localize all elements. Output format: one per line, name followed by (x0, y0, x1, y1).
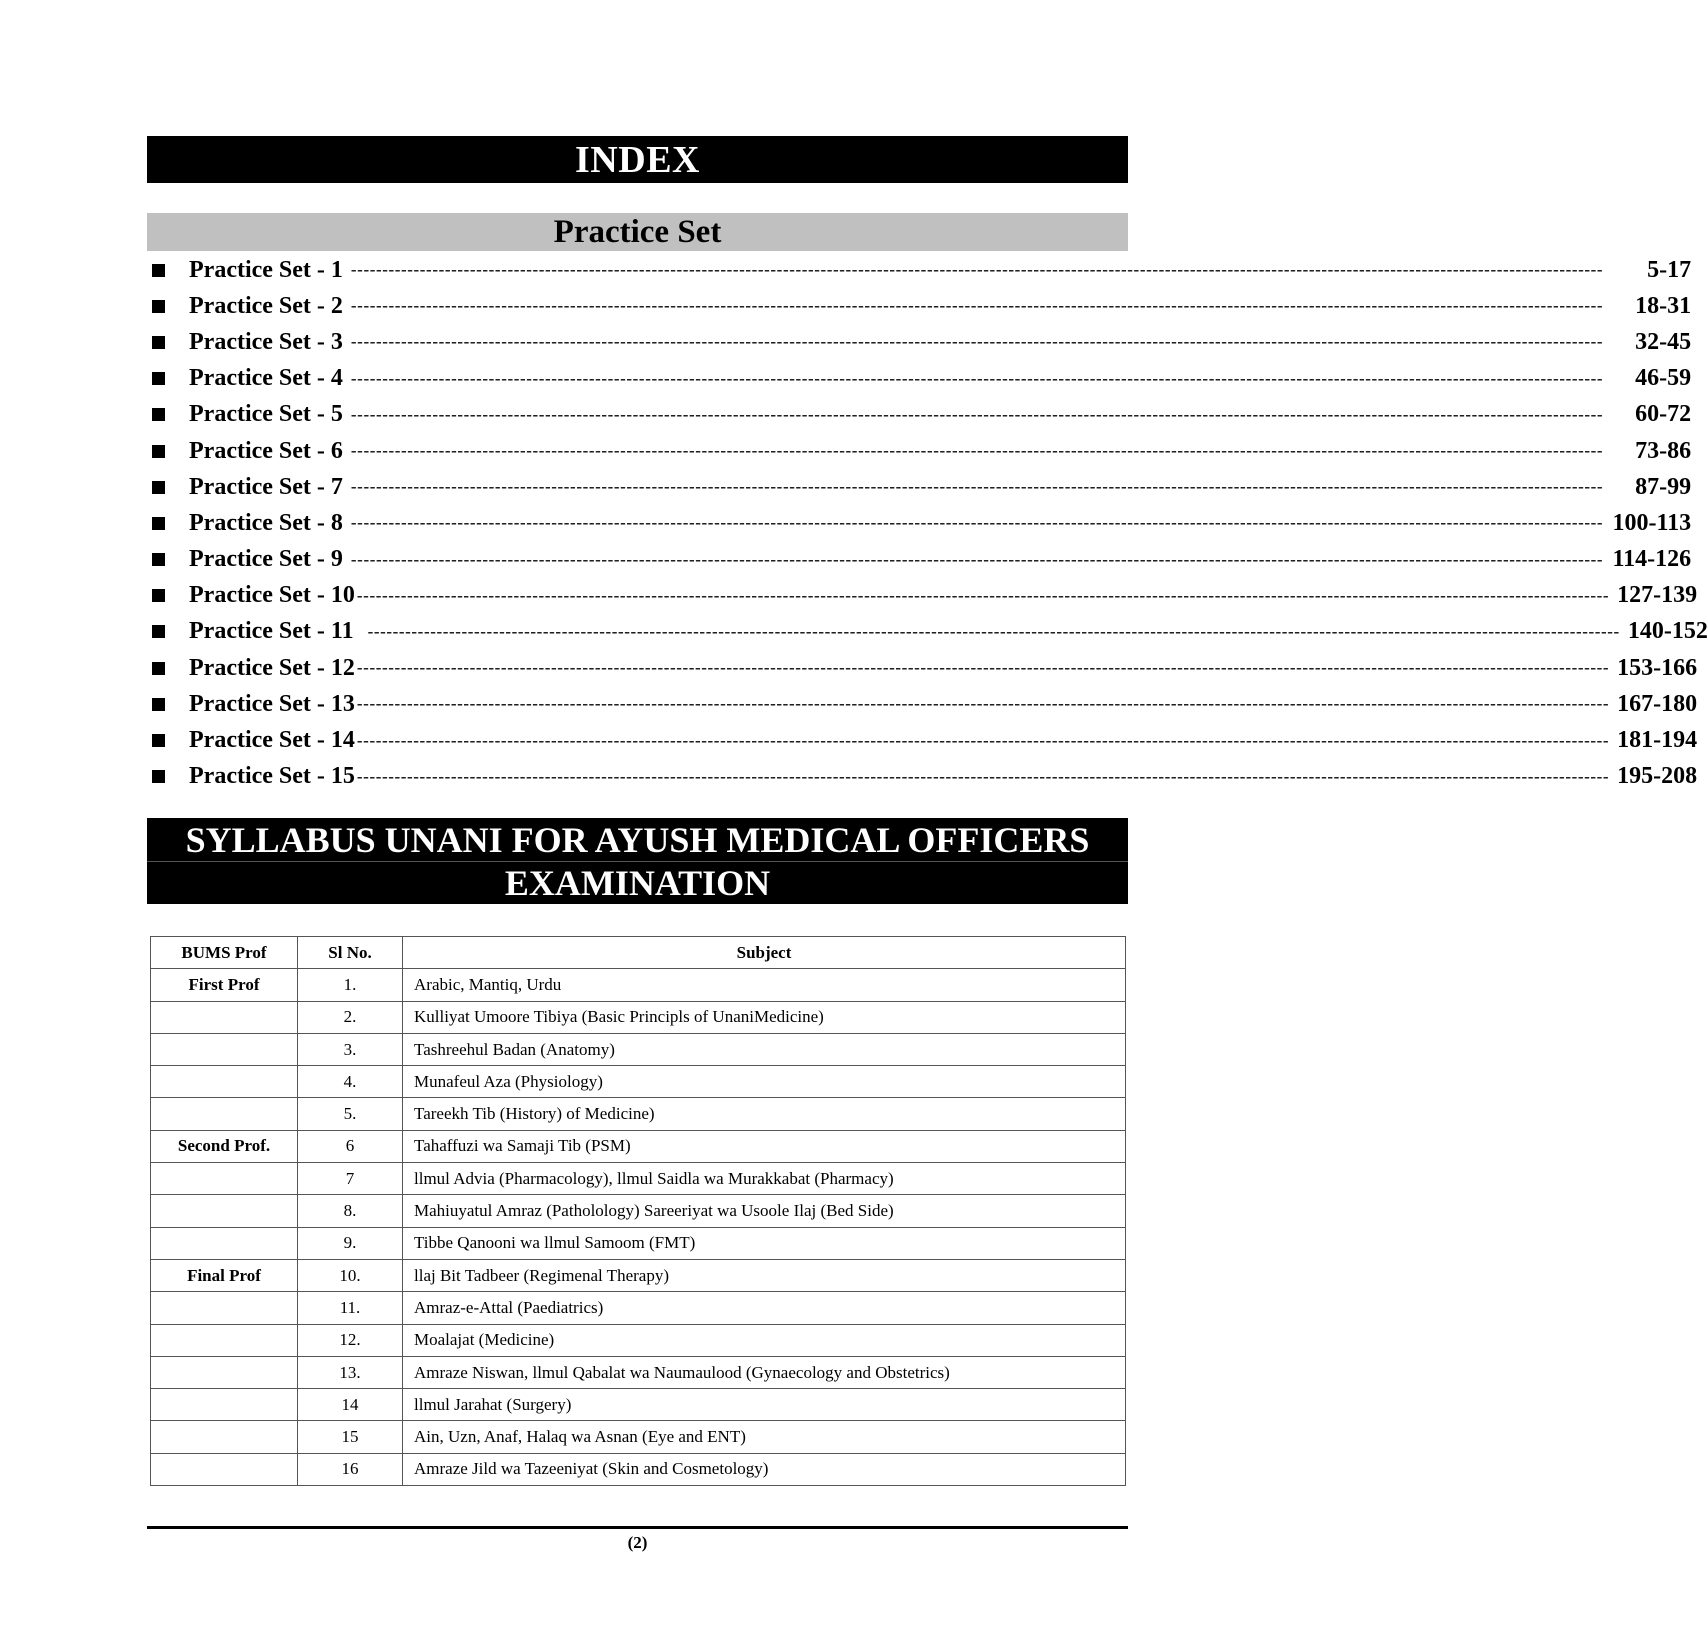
syllabus-table-body (151, 969, 1126, 1486)
square-bullet-icon (152, 553, 165, 566)
square-bullet-icon (152, 445, 165, 458)
cell-subject: Arabic, Mantiq, Urdu (403, 969, 1126, 1001)
cell-bums-prof (151, 1098, 298, 1130)
cell-bums-prof (151, 1227, 298, 1259)
syllabus-table-row (151, 1098, 1126, 1130)
practice-set-label: Practice Set - 12 (189, 654, 355, 681)
practice-set-heading: Practice Set (553, 214, 722, 250)
practice-set-pages: 195-208 (1617, 763, 1698, 790)
practice-set-label: Practice Set - 5 (189, 401, 349, 428)
dash-leader: -------------------------------------------------------------------------------------------------------------------------------------------------------------------------------------------------------- (350, 477, 1604, 497)
cell-subject: llmul Advia (Pharmacology), llmul Saidla wa Murakkabat (Pharmacy) (403, 1163, 1126, 1195)
cell-subject: Tibbe Qanooni wa llmul Samoom (FMT) (403, 1227, 1126, 1259)
cell-bums-prof (151, 1066, 298, 1098)
cell-bums-prof (151, 1195, 298, 1227)
practice-set-pages: 46-59 (1635, 365, 1692, 392)
dash-leader: -------------------------------------------------------------------------------------------------------------------------------------------------------------------------------------------------------- (356, 658, 1610, 678)
practice-set-pages: 153-166 (1617, 654, 1698, 681)
cell-sl-no: 12. (298, 1324, 403, 1356)
syllabus-table-row (151, 1163, 1126, 1195)
header-subject: Subject (403, 937, 1126, 969)
cell-bums-prof: Final Prof (151, 1259, 298, 1291)
cell-bums-prof (151, 1453, 298, 1485)
practice-set-item[interactable] (147, 324, 1692, 360)
syllabus-title-line-1: SYLLABUS UNANI FOR AYUSH MEDICAL OFFICERS (147, 818, 1128, 862)
practice-set-item[interactable] (147, 542, 1692, 578)
syllabus-table-row (151, 1356, 1126, 1388)
practice-set-pages: 87-99 (1635, 473, 1692, 500)
cell-subject: Amraze Jild wa Tazeeniyat (Skin and Cosmetology) (403, 1453, 1126, 1485)
square-bullet-icon (152, 481, 165, 494)
practice-set-label: Practice Set - 7 (189, 473, 349, 500)
square-bullet-icon (152, 698, 165, 711)
cell-subject: llaj Bit Tadbeer (Regimenal Therapy) (403, 1259, 1126, 1291)
practice-set-label: Practice Set - 4 (189, 365, 349, 392)
syllabus-title-line-2: EXAMINATION (504, 863, 771, 903)
practice-set-label: Practice Set - 3 (189, 328, 349, 355)
cell-sl-no: 16 (298, 1453, 403, 1485)
cell-subject: Moalajat (Medicine) (403, 1324, 1126, 1356)
practice-set-item[interactable] (147, 650, 1698, 686)
header-bums-prof: BUMS Prof (151, 937, 298, 969)
cell-sl-no: 4. (298, 1066, 403, 1098)
footer-rule (147, 1526, 1128, 1529)
cell-subject: Amraz-e-Attal (Paediatrics) (403, 1292, 1126, 1324)
square-bullet-icon (152, 770, 165, 783)
practice-set-label: Practice Set - 15 (189, 763, 355, 790)
dash-leader: -------------------------------------------------------------------------------------------------------------------------------------------------------------------------------------------------------- (356, 730, 1610, 750)
dash-leader: -------------------------------------------------------------------------------------------------------------------------------------------------------------------------------------------------------- (356, 766, 1610, 786)
practice-set-pages: 100-113 (1612, 509, 1692, 536)
cell-sl-no: 8. (298, 1195, 403, 1227)
syllabus-table-header-row (151, 937, 1126, 969)
square-bullet-icon (152, 264, 165, 277)
cell-bums-prof (151, 1033, 298, 1065)
practice-set-label: Practice Set - 13 (189, 690, 355, 717)
practice-set-pages: 5-17 (1647, 256, 1692, 283)
cell-sl-no: 3. (298, 1033, 403, 1065)
syllabus-table-row (151, 1324, 1126, 1356)
practice-set-list (147, 252, 1708, 795)
square-bullet-icon (152, 589, 165, 602)
dash-leader: -------------------------------------------------------------------------------------------------------------------------------------------------------------------------------------------------------- (350, 260, 1604, 280)
cell-sl-no: 9. (298, 1227, 403, 1259)
practice-set-pages: 140-152 (1627, 618, 1708, 645)
dash-leader: -------------------------------------------------------------------------------------------------------------------------------------------------------------------------------------------------------- (350, 513, 1604, 533)
practice-set-item[interactable] (147, 686, 1698, 722)
practice-set-label: Practice Set - 10 (189, 582, 355, 609)
cell-sl-no: 6 (298, 1130, 403, 1162)
dash-leader: -------------------------------------------------------------------------------------------------------------------------------------------------------------------------------------------------------- (350, 549, 1604, 569)
practice-set-item[interactable] (147, 397, 1692, 433)
page-number: (2) (627, 1533, 648, 1552)
practice-set-item[interactable] (147, 614, 1708, 650)
practice-set-label: Practice Set - 6 (189, 437, 349, 464)
square-bullet-icon (152, 408, 165, 421)
cell-bums-prof: Second Prof. (151, 1130, 298, 1162)
cell-subject: Ain, Uzn, Anaf, Halaq wa Asnan (Eye and ENT) (403, 1421, 1126, 1453)
cell-subject: Tahaffuzi wa Samaji Tib (PSM) (403, 1130, 1126, 1162)
cell-sl-no: 5. (298, 1098, 403, 1130)
syllabus-table-row (151, 1259, 1126, 1291)
practice-set-pages: 60-72 (1635, 401, 1692, 428)
index-title: INDEX (575, 138, 700, 181)
header-sl-no: Sl No. (298, 937, 403, 969)
practice-set-pages: 18-31 (1635, 292, 1692, 319)
square-bullet-icon (152, 625, 165, 638)
cell-subject: Tareekh Tib (History) of Medicine) (403, 1098, 1126, 1130)
practice-set-item[interactable] (147, 361, 1692, 397)
practice-set-label: Practice Set - 14 (189, 727, 355, 754)
dash-leader: -------------------------------------------------------------------------------------------------------------------------------------------------------------------------------------------------------- (350, 404, 1604, 424)
cell-subject: Mahiuyatul Amraz (Patholology) Sareeriyat wa Usoole Ilaj (Bed Side) (403, 1195, 1126, 1227)
cell-bums-prof (151, 1389, 298, 1421)
practice-set-item[interactable] (147, 722, 1698, 758)
cell-sl-no: 13. (298, 1356, 403, 1388)
practice-set-label: Practice Set - 9 (189, 546, 349, 573)
dash-leader: -------------------------------------------------------------------------------------------------------------------------------------------------------------------------------------------------------- (350, 296, 1604, 316)
index-title-bar (147, 136, 1128, 183)
cell-sl-no: 2. (298, 1001, 403, 1033)
cell-bums-prof (151, 1001, 298, 1033)
syllabus-table (150, 936, 1126, 1486)
dash-leader: -------------------------------------------------------------------------------------------------------------------------------------------------------------------------------------------------------- (350, 368, 1604, 388)
dash-leader: -------------------------------------------------------------------------------------------------------------------------------------------------------------------------------------------------------- (350, 332, 1604, 352)
square-bullet-icon (152, 372, 165, 385)
practice-set-item[interactable] (147, 288, 1692, 324)
practice-set-pages: 127-139 (1617, 582, 1698, 609)
practice-set-item[interactable] (147, 469, 1692, 505)
practice-set-pages: 73-86 (1635, 437, 1692, 464)
practice-set-label: Practice Set - 8 (189, 509, 349, 536)
syllabus-table-row (151, 1001, 1126, 1033)
cell-bums-prof (151, 1356, 298, 1388)
practice-set-pages: 167-180 (1617, 690, 1698, 717)
cell-sl-no: 11. (298, 1292, 403, 1324)
practice-set-pages: 32-45 (1635, 328, 1692, 355)
cell-sl-no: 10. (298, 1259, 403, 1291)
syllabus-table-row (151, 1130, 1126, 1162)
practice-set-item[interactable] (147, 433, 1692, 469)
cell-subject: Munafeul Aza (Physiology) (403, 1066, 1126, 1098)
practice-set-heading-bar (147, 213, 1128, 251)
square-bullet-icon (152, 336, 165, 349)
cell-bums-prof (151, 1324, 298, 1356)
cell-subject: Kulliyat Umoore Tibiya (Basic Principls of UnaniMedicine) (403, 1001, 1126, 1033)
cell-bums-prof (151, 1163, 298, 1195)
syllabus-table-row (151, 1421, 1126, 1453)
dash-leader: -------------------------------------------------------------------------------------------------------------------------------------------------------------------------------------------------------- (350, 441, 1604, 461)
cell-sl-no: 1. (298, 969, 403, 1001)
practice-set-item[interactable] (147, 505, 1692, 541)
syllabus-table-row (151, 969, 1126, 1001)
cell-subject: Tashreehul Badan (Anatomy) (403, 1033, 1126, 1065)
cell-bums-prof (151, 1421, 298, 1453)
square-bullet-icon (152, 662, 165, 675)
syllabus-table-row (151, 1195, 1126, 1227)
dash-leader: -------------------------------------------------------------------------------------------------------------------------------------------------------------------------------------------------------- (356, 585, 1610, 605)
syllabus-title-bar (147, 818, 1128, 904)
practice-set-label: Practice Set - 11 (189, 618, 366, 645)
cell-subject: Amraze Niswan, llmul Qabalat wa Naumaulood (Gynaecology and Obstetrics) (403, 1356, 1126, 1388)
syllabus-table-row (151, 1066, 1126, 1098)
syllabus-table-row (151, 1227, 1126, 1259)
syllabus-table-row (151, 1453, 1126, 1485)
practice-set-label: Practice Set - 2 (189, 292, 349, 319)
practice-set-item[interactable] (147, 759, 1698, 795)
dash-leader: -------------------------------------------------------------------------------------------------------------------------------------------------------------------------------------------------------- (367, 621, 1620, 641)
syllabus-table-row (151, 1033, 1126, 1065)
cell-sl-no: 15 (298, 1421, 403, 1453)
cell-sl-no: 14 (298, 1389, 403, 1421)
practice-set-pages: 114-126 (1612, 546, 1692, 573)
cell-bums-prof (151, 1292, 298, 1324)
cell-bums-prof: First Prof (151, 969, 298, 1001)
cell-sl-no: 7 (298, 1163, 403, 1195)
syllabus-table-row (151, 1389, 1126, 1421)
square-bullet-icon (152, 300, 165, 313)
practice-set-item[interactable] (147, 252, 1692, 288)
dash-leader: -------------------------------------------------------------------------------------------------------------------------------------------------------------------------------------------------------- (356, 694, 1610, 714)
syllabus-table-row (151, 1292, 1126, 1324)
square-bullet-icon (152, 734, 165, 747)
practice-set-item[interactable] (147, 578, 1698, 614)
cell-subject: llmul Jarahat (Surgery) (403, 1389, 1126, 1421)
practice-set-label: Practice Set - 1 (189, 256, 349, 283)
practice-set-pages: 181-194 (1617, 727, 1698, 754)
square-bullet-icon (152, 517, 165, 530)
